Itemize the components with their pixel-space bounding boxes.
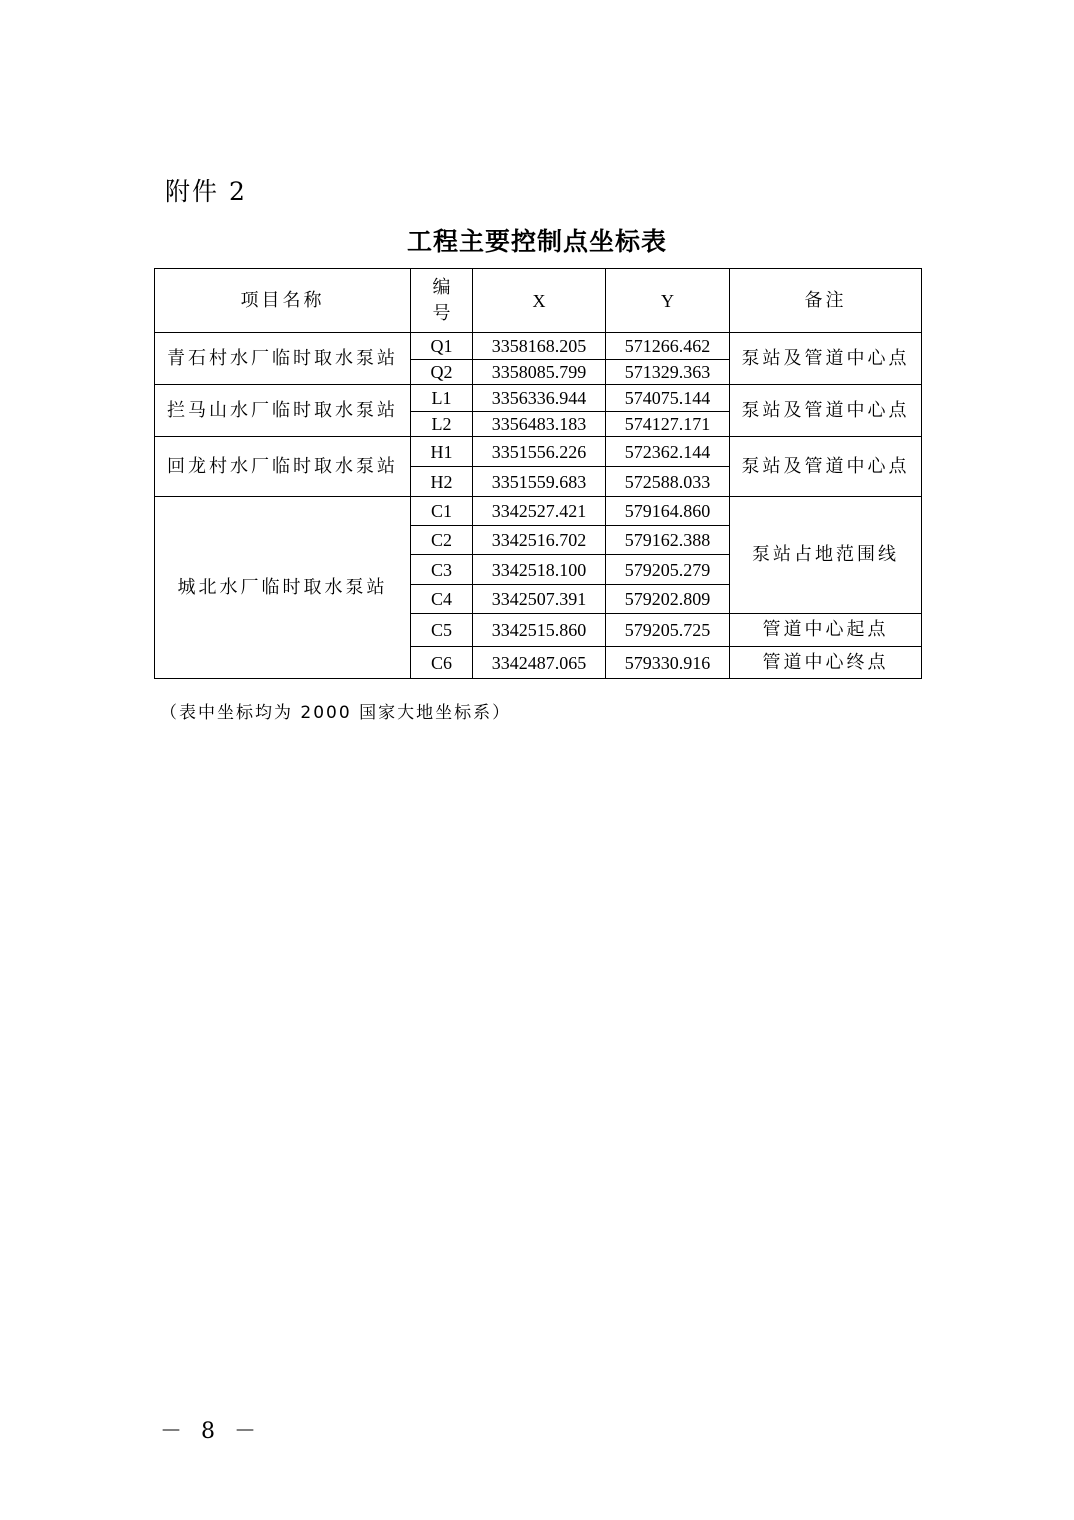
project-name-cell: 回龙村水厂临时取水泵站 xyxy=(155,437,411,497)
code-cell: L1 xyxy=(411,385,473,412)
x-cell: 3342516.702 xyxy=(473,526,606,555)
project-name-cell: 城北水厂临时取水泵站 xyxy=(155,497,411,679)
remark-cell: 泵站占地范围线 xyxy=(730,497,922,614)
x-cell: 3342487.065 xyxy=(473,647,606,679)
header-project-name: 项目名称 xyxy=(155,269,411,333)
x-cell: 3342518.100 xyxy=(473,555,606,585)
header-code-line1: 编 xyxy=(432,276,451,298)
x-cell: 3351559.683 xyxy=(473,467,606,497)
remark-cell: 泵站及管道中心点 xyxy=(730,385,922,437)
y-cell: 579205.725 xyxy=(606,614,730,647)
code-cell: C3 xyxy=(411,555,473,585)
coordinate-table xyxy=(154,268,922,679)
page-number: － 8 － xyxy=(160,1419,262,1444)
x-cell: 3358085.799 xyxy=(473,360,606,385)
code-cell: Q1 xyxy=(411,333,473,360)
x-cell: 3358168.205 xyxy=(473,333,606,360)
x-cell: 3342507.391 xyxy=(473,585,606,614)
x-cell: 3342527.421 xyxy=(473,497,606,526)
document-title: 工程主要控制点坐标表 xyxy=(406,227,667,256)
remark-cell: 泵站及管道中心点 xyxy=(730,333,922,385)
header-x: X xyxy=(473,269,606,333)
x-cell: 3356483.183 xyxy=(473,412,606,437)
code-cell: C5 xyxy=(411,614,473,647)
header-remark: 备注 xyxy=(730,269,922,333)
y-cell: 571329.363 xyxy=(606,360,730,385)
x-cell: 3351556.226 xyxy=(473,437,606,467)
project-name-cell: 拦马山水厂临时取水泵站 xyxy=(155,385,411,437)
coordinate-system-note: （表中坐标均为 2000 国家大地坐标系） xyxy=(160,703,512,723)
y-cell: 574075.144 xyxy=(606,385,730,412)
code-cell: H2 xyxy=(411,467,473,497)
code-cell: C1 xyxy=(411,497,473,526)
code-cell: C2 xyxy=(411,526,473,555)
x-cell: 3356336.944 xyxy=(473,385,606,412)
y-cell: 572588.033 xyxy=(606,467,730,497)
y-cell: 579202.809 xyxy=(606,585,730,614)
table-row xyxy=(155,437,922,467)
header-y: Y xyxy=(606,269,730,333)
remark-cell: 管道中心起点 xyxy=(730,614,922,647)
y-cell: 571266.462 xyxy=(606,333,730,360)
remark-cell: 管道中心终点 xyxy=(730,647,922,679)
table-row xyxy=(155,385,922,412)
y-cell: 579205.279 xyxy=(606,555,730,585)
code-cell: H1 xyxy=(411,437,473,467)
header-code xyxy=(411,269,473,333)
code-cell: Q2 xyxy=(411,360,473,385)
table-row xyxy=(155,497,922,526)
table-row xyxy=(155,333,922,360)
attachment-label: 附件 2 xyxy=(165,177,247,206)
code-cell: L2 xyxy=(411,412,473,437)
table-header-row xyxy=(155,269,922,333)
y-cell: 572362.144 xyxy=(606,437,730,467)
code-cell: C4 xyxy=(411,585,473,614)
y-cell: 579162.388 xyxy=(606,526,730,555)
x-cell: 3342515.860 xyxy=(473,614,606,647)
header-code-line2: 号 xyxy=(432,302,451,324)
y-cell: 574127.171 xyxy=(606,412,730,437)
project-name-cell: 青石村水厂临时取水泵站 xyxy=(155,333,411,385)
remark-cell: 泵站及管道中心点 xyxy=(730,437,922,497)
code-cell: C6 xyxy=(411,647,473,679)
y-cell: 579164.860 xyxy=(606,497,730,526)
y-cell: 579330.916 xyxy=(606,647,730,679)
